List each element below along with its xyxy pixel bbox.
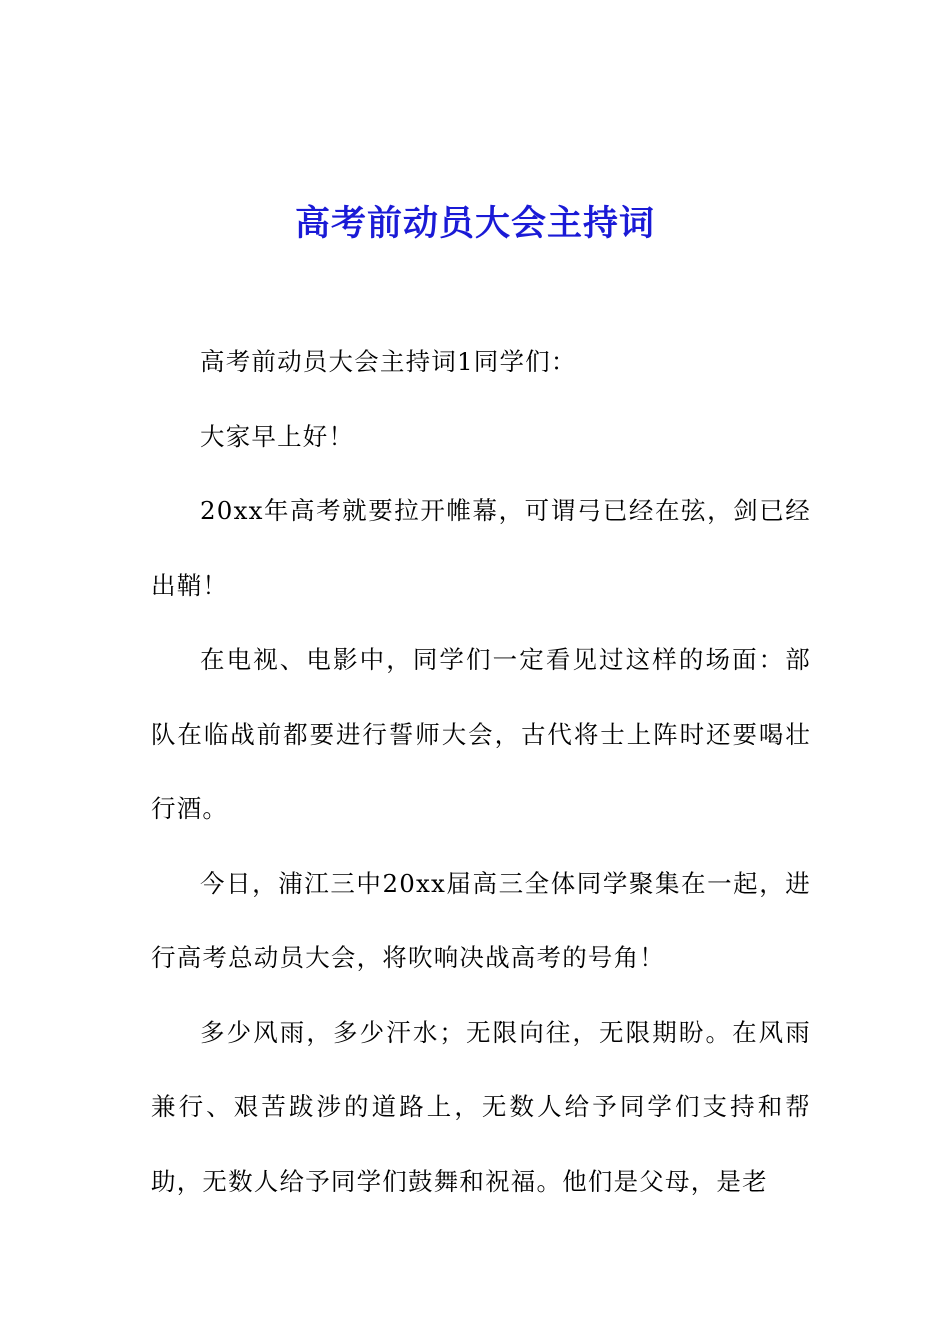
paragraph-greeting: 高考前动员大会主持词1同学们： xyxy=(200,347,577,376)
document-title: 高考前动员大会主持词 xyxy=(294,203,655,245)
document-body xyxy=(151,325,811,1219)
paragraph-today: 今日，浦江三中20xx届高三全体同学聚集在一起，进行高考总动员大会，将吹响决战高考的号角！ xyxy=(151,868,811,972)
paragraph-exam-opening: 20xx年高考就要拉开帷幕，可谓弓已经在弦，剑已经出鞘！ xyxy=(151,496,811,600)
paragraph-wind-rain: 多少风雨，多少汗水；无限向往，无限期盼。在风雨兼行、艰苦跋涉的道路上，无数人给予同学们支持和帮助，无数人给予同学们鼓舞和祝福。他们是父母，是老 xyxy=(151,1017,811,1196)
paragraph-good-morning: 大家早上好！ xyxy=(200,421,355,451)
paragraph-tv-scene: 在电视、电影中，同学们一定看见过这样的场面：部队在临战前都要进行誓师大会，古代将士上阵时还要喝壮行酒。 xyxy=(151,645,811,823)
